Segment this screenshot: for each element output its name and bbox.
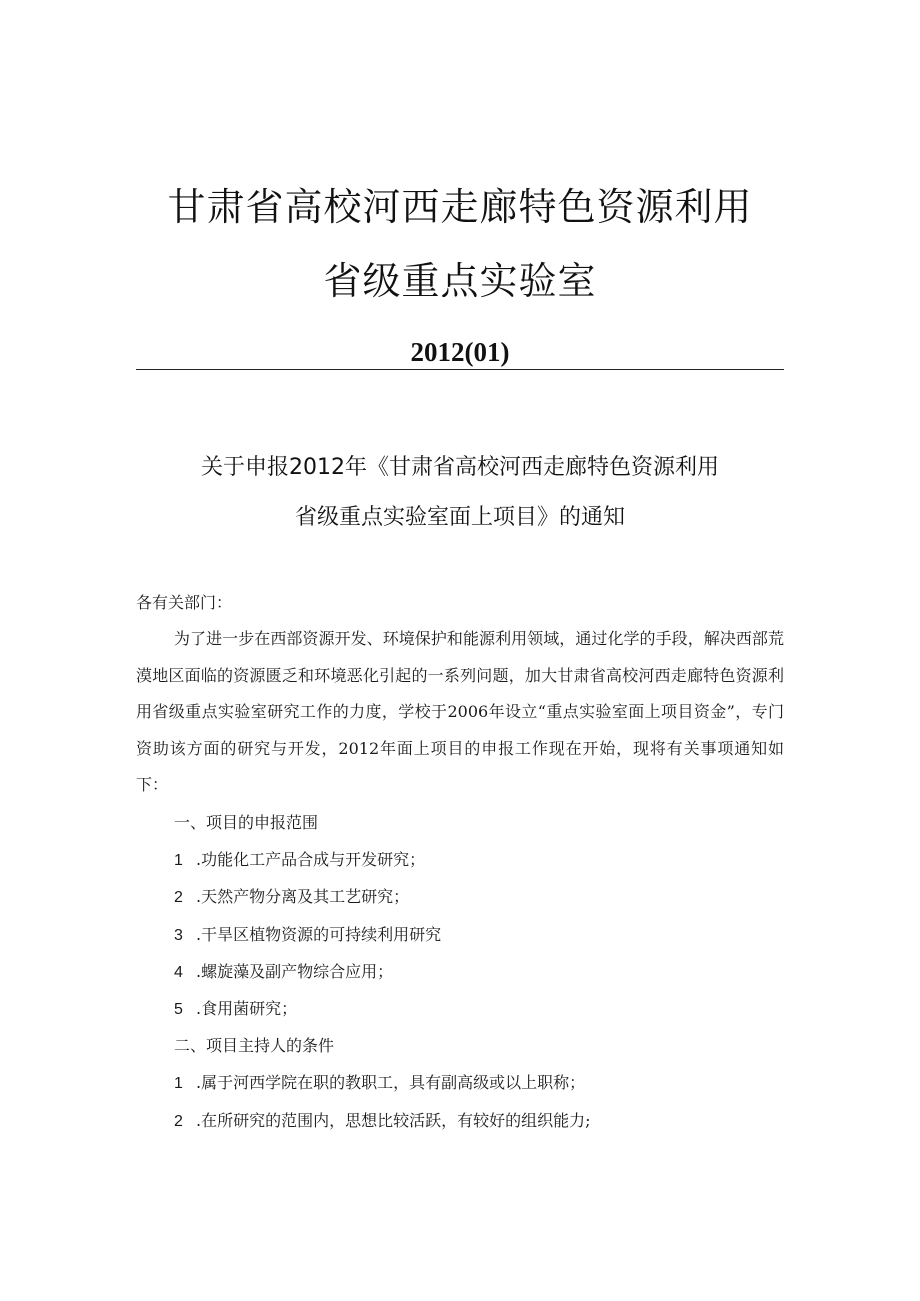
section-heading: 一、项目的申报范围 bbox=[174, 813, 319, 832]
notice-title-line1: 关于申报2012年《甘肃省高校河西走廊特色资源利用 bbox=[201, 455, 719, 480]
issue-number: 2012(01) bbox=[410, 337, 510, 367]
notice-title-line2: 省级重点实验室面上项目》的通知 bbox=[294, 505, 625, 530]
list-item-number: 3 bbox=[174, 926, 183, 944]
list-item-text: .食用菌研究； bbox=[196, 998, 298, 1018]
list-item bbox=[174, 916, 784, 953]
list-item-text: .干旱区植物资源的可持续利用研究 bbox=[196, 924, 442, 944]
list-item-text: .螺旋藻及副产物综合应用； bbox=[196, 961, 394, 981]
list-item-text: .天然产物分离及其工艺研究； bbox=[196, 887, 410, 907]
list-item-text: .属于河西学院在职的教职工，具有副高级或以上职称； bbox=[196, 1073, 586, 1093]
salutation: 各有关部门： bbox=[136, 593, 233, 612]
list-item bbox=[174, 1064, 784, 1101]
list-item bbox=[174, 841, 784, 878]
list-item-number: 1 bbox=[174, 1075, 183, 1093]
intro-paragraph: 为了进一步在西部资源开发、环境保护和能源利用领域，通过化学的手段，解决西部荒漠地区面临的资源匮乏和环境恶化引起的一系列问题，加大甘肃省高校河西走廊特色资源利用省级重点实验室研究工作的力度，学校于2006年设立“重点实验室面上项目资金”，专门资助该方面的研究与开发，2012年面上项目的申报工作现在开始，现将有关事项通知如下： bbox=[136, 629, 784, 794]
list-item-number: 2 bbox=[174, 889, 183, 907]
list-item bbox=[174, 990, 784, 1027]
list-item-number: 4 bbox=[174, 963, 183, 981]
list-item bbox=[174, 878, 784, 915]
list-item bbox=[174, 953, 784, 990]
list-item bbox=[174, 1102, 784, 1139]
header-divider bbox=[136, 369, 784, 370]
list-item-text: .在所研究的范围内，思想比较活跃，有较好的组织能力; bbox=[196, 1110, 591, 1130]
section-heading: 二、项目主持人的条件 bbox=[174, 1036, 335, 1056]
list-item-number: 2 bbox=[174, 1112, 183, 1130]
list-item-text: .功能化工产品合成与开发研究； bbox=[196, 850, 426, 870]
header-title-line1: 甘肃省高校河西走廊特色资源利用 bbox=[167, 185, 753, 229]
sections-list bbox=[174, 804, 784, 1139]
header-title-line2: 省级重点实验室 bbox=[323, 259, 597, 303]
list-item-number: 1 bbox=[174, 852, 183, 870]
list-item-number: 5 bbox=[174, 1000, 183, 1018]
